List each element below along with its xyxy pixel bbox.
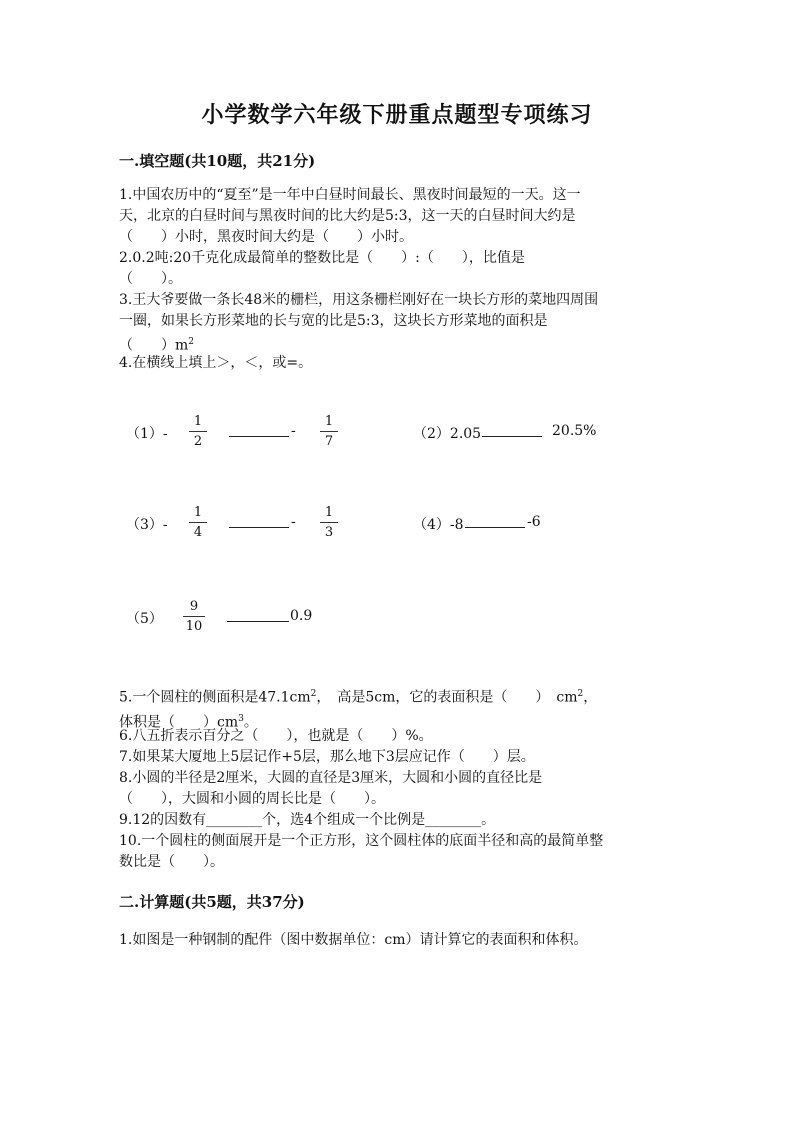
q4-item-5-right: 0.9 [290,608,313,624]
q4-item-2-right: 20.5% [552,423,597,439]
q4-item-1-minus: - [291,423,296,439]
q3-superscript: 2 [188,337,195,347]
fraction-bar [189,522,207,523]
q2-line-2: （ ）。 [119,271,182,287]
fraction-bar [320,522,338,523]
q1-line-1: 1.中国农历中的“夏至”是一年中白昼时间最长、黑夜时间最短的一天。这一 [119,187,581,203]
fraction-numerator: 1 [193,505,203,520]
q10-line-2: 数比是（ ）。 [119,854,224,870]
fraction-bar [189,431,207,432]
q1-line-3: （ ）小时，黑夜时间大约是（ ）小时。 [119,229,413,245]
fraction-denominator: 4 [193,525,203,540]
q4-item-1-blank[interactable] [229,436,289,437]
q4-item-5-fraction [183,599,205,634]
q4-item-1-fraction-b [320,414,338,449]
fraction-denominator: 10 [185,619,203,634]
q3-line-2: 一圈，如果长方形菜地的长与宽的比是5:3，这块长方形菜地的面积是 [119,313,548,329]
q2-line-1: 2.0.2吨:20千克化成最简单的整数比是（ ）:（ ），比值是 [119,250,525,266]
q5-text-e: 。 [243,714,258,731]
q5-superscript-c: 3 [238,713,244,724]
q8-line-2: （ ），大圆和小圆的周长比是（ ）。 [119,791,385,807]
q4-item-3-blank[interactable] [229,527,289,528]
q3-line-3-text: （ ）m [119,337,189,354]
section-heading-calculation: 二.计算题(共5题，共37分) [119,893,305,911]
q4-item-5-blank[interactable] [227,621,289,622]
q4-item-4-blank[interactable] [465,527,525,528]
q1-line-2: 天，北京的白昼时间与黑夜时间的比大约是5:3，这一天的白昼时间大约是 [119,208,576,224]
question-7: 7.如果某大厦地上5层记作+5层，那么地下3层应记作（ ）层。 [119,749,535,765]
fraction-numerator: 1 [324,414,334,429]
q4-item-3-minus: - [291,514,296,530]
fraction-denominator: 3 [324,525,334,540]
question-9: 9.12的因数有________个，选4个组成一个比例是________。 [119,812,496,828]
fraction-numerator: 9 [189,599,199,614]
question-3 [119,290,679,357]
q4-item-2-label: （2）2.05 [413,426,482,442]
question-10 [119,831,679,873]
q5-text-a: 5.一个圆柱的侧面积是47.1cm [119,689,311,706]
page-title: 小学数学六年级下册重点题型专项练习 [201,102,593,128]
q5-text-d: 体积是（ ）cm [119,714,239,731]
fraction-denominator: 2 [193,434,203,449]
fraction-numerator: 1 [193,414,203,429]
q5-text-b: ， 高是5cm，它的表面积是（ ） cm [316,689,578,706]
q4-item-3-fraction-a [189,505,207,540]
calc-question-1: 1.如图是一种钢制的配件（图中数据单位：cm）请计算它的表面积和体积。 [119,932,588,948]
q5-line-1 [119,684,679,709]
q5-text-c: ， [583,689,598,706]
q5-superscript-b: 2 [577,689,584,699]
q5-superscript-a: 2 [310,689,317,699]
question-1 [119,185,679,248]
q4-prompt: 4.在横线上填上＞，＜，或=。 [119,355,313,371]
question-2 [119,248,679,290]
q3-line-1: 3.王大爷要做一条长48米的栅栏，用这条栅栏刚好在一块长方形的菜地四周围 [119,292,599,308]
fraction-numerator: 1 [324,505,334,520]
question-8 [119,768,679,810]
q4-item-2-blank[interactable] [482,436,542,437]
q4-item-1-fraction-a [189,414,207,449]
fraction-bar [320,431,338,432]
q4-item-3-label: （3）- [126,517,168,533]
q4-item-3-fraction-b [320,505,338,540]
q10-line-1: 10.一个圆柱的侧面展开是一个正方形，这个圆柱体的底面半径和高的最简单整 [119,833,604,849]
q4-item-5-label: （5） [126,611,163,627]
question-6: 6.八五折表示百分之（ ），也就是（ ）%。 [119,728,433,744]
fraction-denominator: 7 [324,434,334,449]
q4-item-4-right: -6 [527,514,541,530]
fraction-bar [183,616,205,617]
q8-line-1: 8.小圆的半径是2厘米，大圆的直径是3厘米，大圆和小圆的直径比是 [119,770,543,786]
q4-item-1-label: （1）- [126,426,168,442]
q4-item-4-label: （4）-8 [413,517,464,533]
section-heading-fill-blank: 一.填空题(共10题，共21分) [119,152,316,170]
